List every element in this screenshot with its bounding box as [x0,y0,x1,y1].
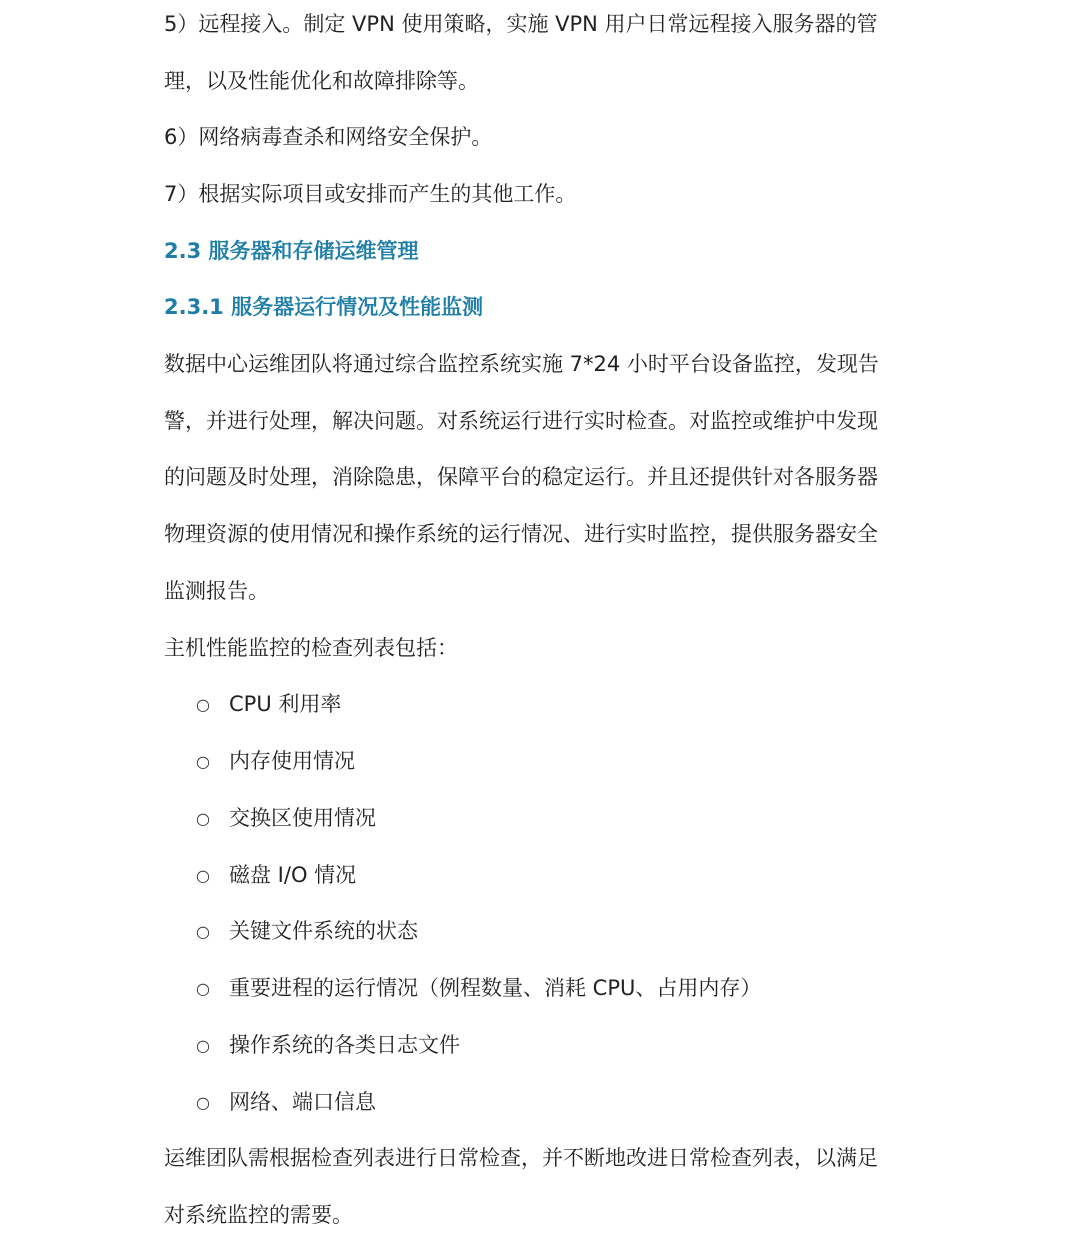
paragraph-line: 对系统监控的需要。 [164,1203,353,1227]
list-item-5-line-1: 5）远程接入。制定 VPN 使用策略，实施 VPN 用户日常远程接入服务器的管 [164,12,878,36]
list-item-text: 磁盘 I/O 情况 [229,863,357,887]
bullet-icon: ○ [196,695,210,714]
paragraph-line: 物理资源的使用情况和操作系统的运行情况、进行实时监控，提供服务器安全 [164,522,878,546]
bullet-icon: ○ [196,1093,210,1112]
paragraph-line: 的问题及时处理，消除隐患，保障平台的稳定运行。并且还提供针对各服务器 [164,465,878,489]
list-item-7: 7）根据实际项目或安排而产生的其他工作。 [164,182,577,206]
bullet-icon: ○ [196,809,210,828]
bullet-icon: ○ [196,752,210,771]
paragraph-line: 运维团队需根据检查列表进行日常检查，并不断地改进日常检查列表，以满足 [164,1146,878,1170]
list-item-6: 6）网络病毒查杀和网络安全保护。 [164,125,493,149]
list-item-text: CPU 利用率 [229,692,342,716]
paragraph-line: 数据中心运维团队将通过综合监控系统实施 7*24 小时平台设备监控，发现告 [164,352,879,376]
bullet-icon: ○ [196,866,210,885]
section-heading: 2.3 服务器和存储运维管理 [164,239,419,263]
list-item-text: 关键文件系统的状态 [229,919,418,943]
list-item-text: 交换区使用情况 [229,806,376,830]
list-item-text: 重要进程的运行情况（例程数量、消耗 CPU、占用内存） [229,976,762,1000]
bullet-icon: ○ [196,979,210,998]
checklist-intro: 主机性能监控的检查列表包括： [164,636,458,660]
list-item-text: 内存使用情况 [229,749,355,773]
paragraph-line: 监测报告。 [164,579,269,603]
list-item-text: 操作系统的各类日志文件 [229,1033,460,1057]
list-item-5-line-2: 理，以及性能优化和故障排除等。 [164,69,479,93]
bullet-icon: ○ [196,1036,210,1055]
bullet-icon: ○ [196,922,210,941]
subsection-heading: 2.3.1 服务器运行情况及性能监测 [164,295,484,319]
paragraph-line: 警，并进行处理，解决问题。对系统运行进行实时检查。对监控或维护中发现 [164,409,878,433]
list-item-text: 网络、端口信息 [229,1090,376,1114]
